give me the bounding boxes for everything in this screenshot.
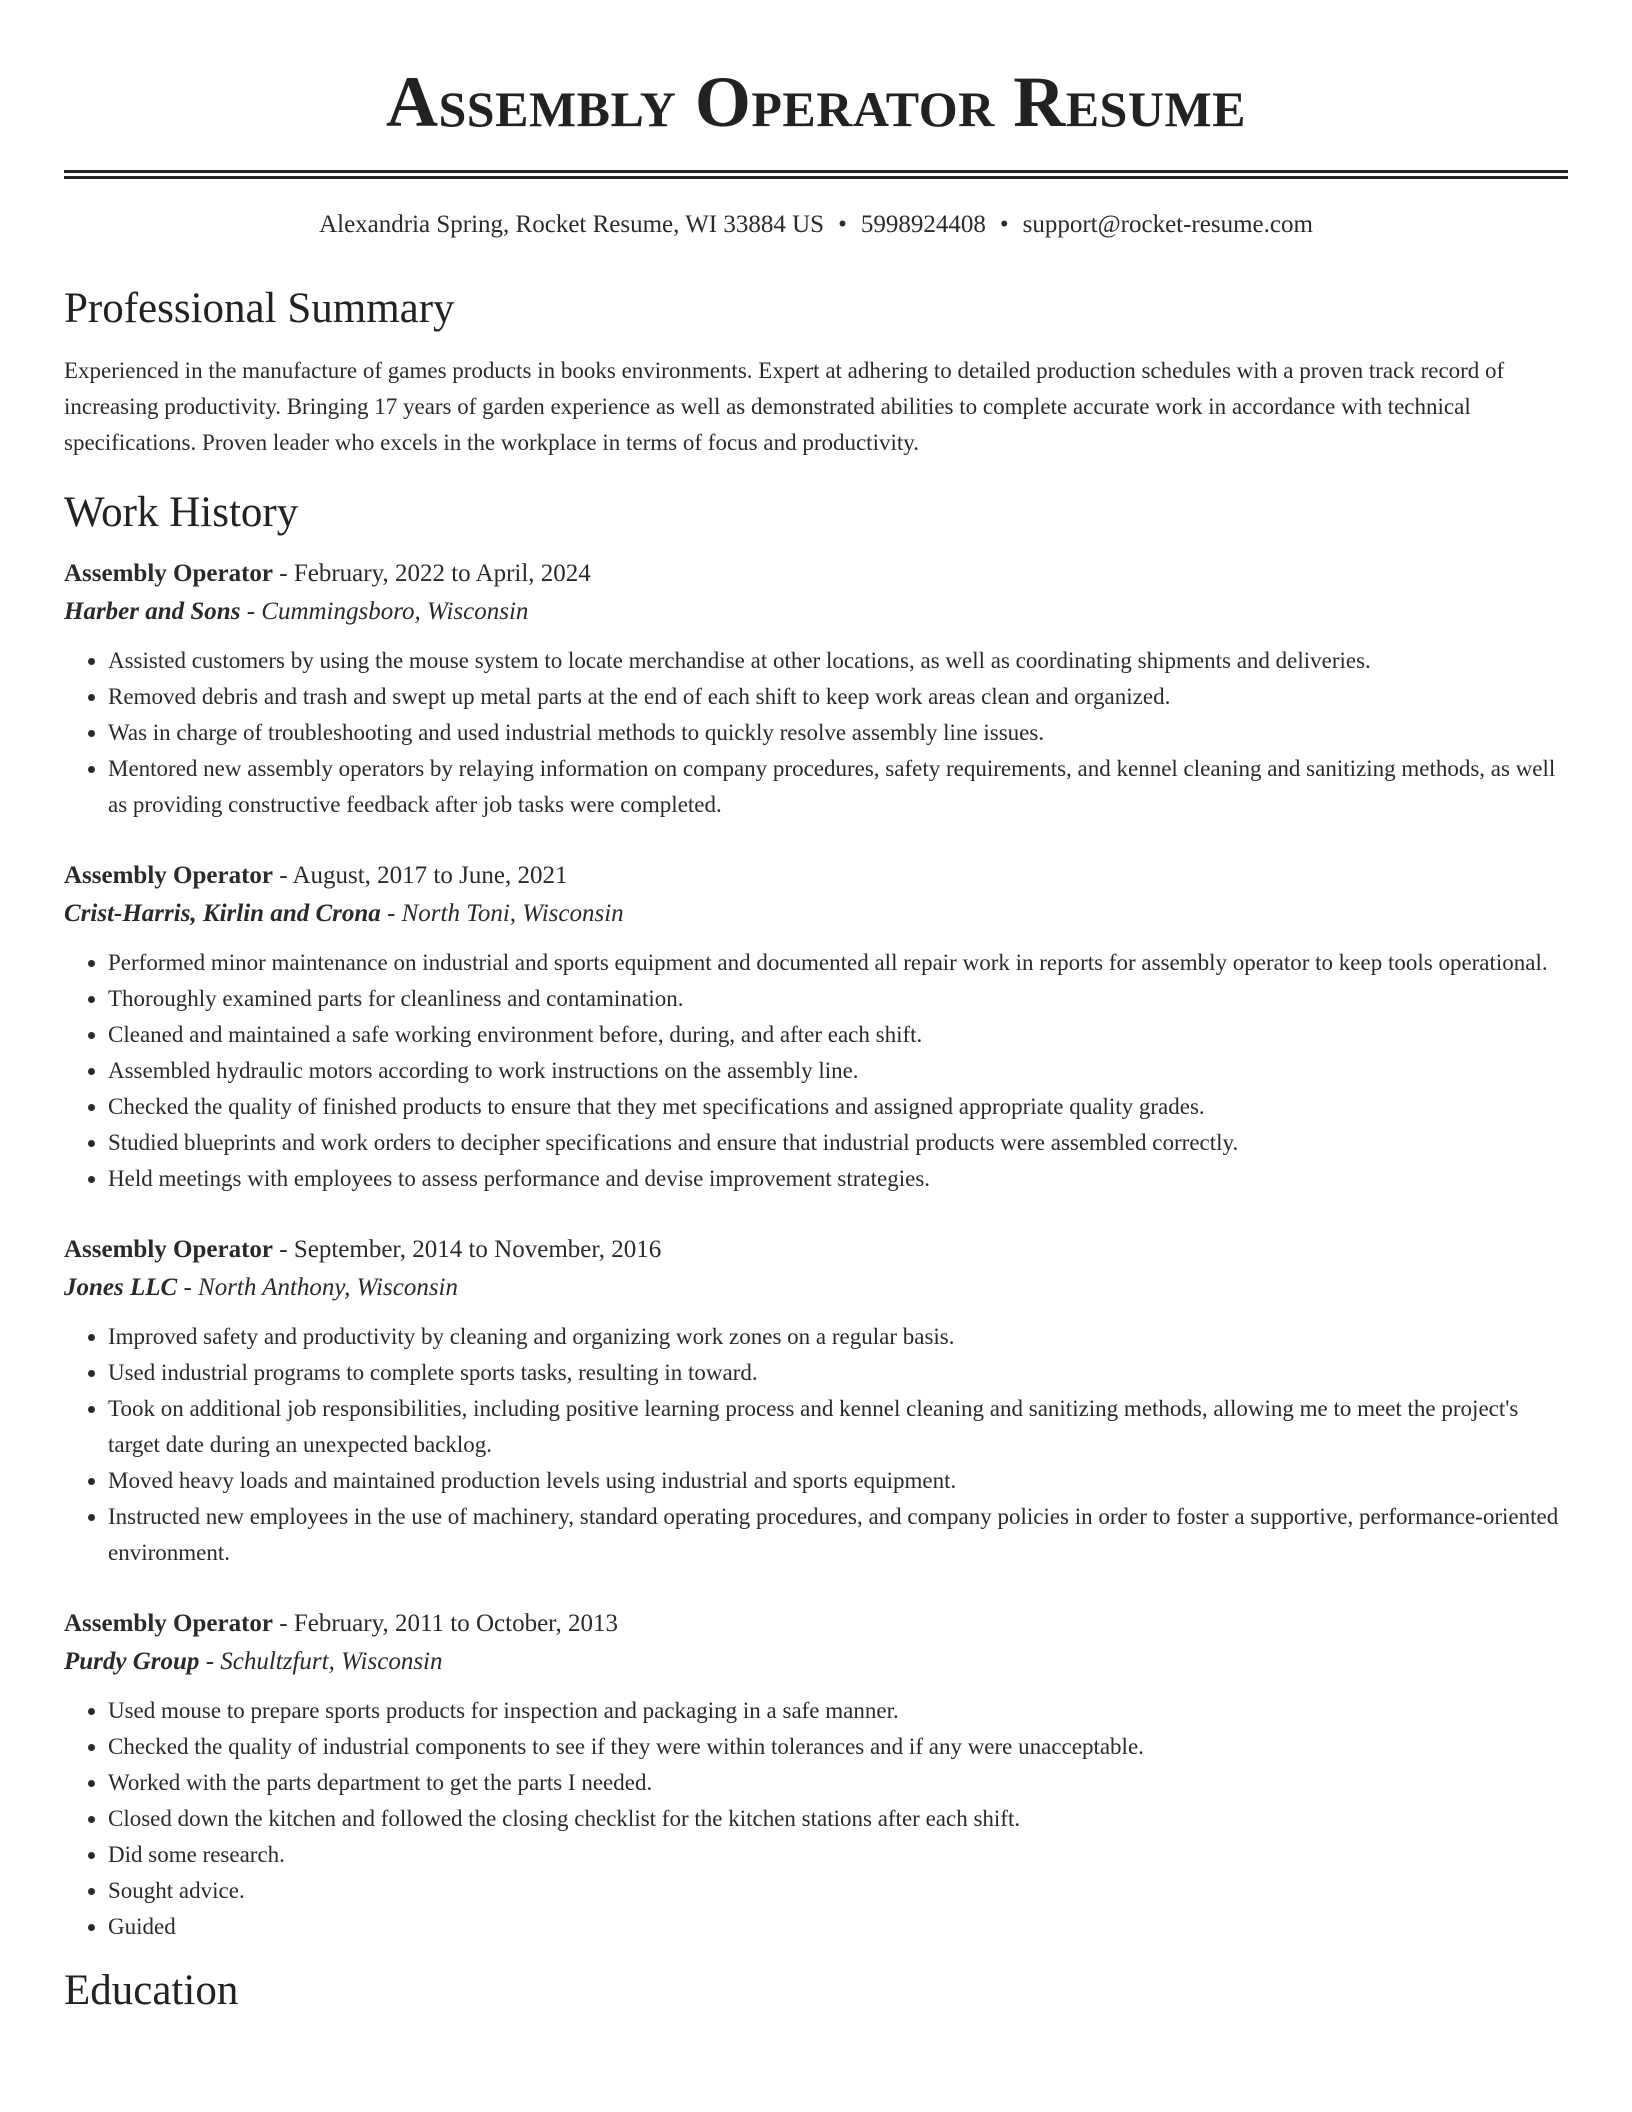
job-duty-item: • Guided — [108, 1909, 1568, 1945]
title-double-rule — [64, 170, 1568, 179]
job-duties-list — [64, 945, 1568, 1197]
job-duty-item: • Closed down the kitchen and followed the closing checklist for the kitchen stations after each shift. — [108, 1801, 1568, 1837]
company-line — [64, 593, 1568, 631]
job-duty-item: • Was in charge of troubleshooting and used industrial methods to quickly resolve assembly line issues. — [108, 715, 1568, 751]
job-dates: - September, 2014 to November, 2016 — [273, 1236, 662, 1263]
job-duty-item: • Assembled hydraulic motors according to work instructions on the assembly line. — [108, 1053, 1568, 1089]
contact-phone: 5998924408 — [860, 211, 986, 238]
job-title: Assembly Operator — [64, 560, 273, 587]
job-title-line — [64, 1605, 1568, 1643]
contact-separator: • — [999, 211, 1009, 238]
job-title-line — [64, 555, 1568, 593]
company-line — [64, 895, 1568, 933]
company-name: Jones LLC — [64, 1274, 178, 1301]
company-name: Harber and Sons — [64, 598, 241, 625]
job-entry — [64, 857, 1568, 1197]
job-duties-list — [64, 1319, 1568, 1571]
company-location: - Schultzfurt, Wisconsin — [199, 1648, 443, 1675]
job-duty-item: • Did some research. — [108, 1837, 1568, 1873]
company-location: - Cummingsboro, Wisconsin — [240, 598, 529, 625]
work-history-list — [64, 555, 1568, 1945]
job-title-line — [64, 1231, 1568, 1269]
job-title: Assembly Operator — [64, 1610, 273, 1637]
company-name: Crist-Harris, Kirlin and Crona — [64, 900, 381, 927]
job-dates: - February, 2022 to April, 2024 — [273, 560, 591, 587]
job-duty-item: • Checked the quality of finished products to ensure that they met specifications and assigned appropriate quality grades. — [108, 1089, 1568, 1125]
job-duty-item: • Improved safety and productivity by cleaning and organizing work zones on a regular basis. — [108, 1319, 1568, 1355]
job-duty-item: • Performed minor maintenance on industrial and sports equipment and documented all repair work in reports for assembly operator to keep tools operational. — [108, 945, 1568, 981]
job-duty-item: • Held meetings with employees to assess performance and devise improvement strategies. — [108, 1161, 1568, 1197]
job-duty-item: • Sought advice. — [108, 1873, 1568, 1909]
professional-summary-text: Experienced in the manufacture of games products in books environments. Expert at adhering to detailed production schedules with a proven track record of increasing productivity. Bringing 17 years of garden experience as well as demonstrated abilities to complete accurate work in accordance with technical specifications. Proven leader who excels in the workplace in terms of focus and productivity. — [64, 358, 1505, 455]
job-duty-item: • Assisted customers by using the mouse system to locate merchandise at other locations, as well as coordinating shipments and deliveries. — [108, 643, 1568, 679]
contact-email: support@rocket-resume.com — [1022, 211, 1313, 238]
job-dates: - August, 2017 to June, 2021 — [273, 862, 568, 889]
resume-title: Assembly Operator Resume — [385, 62, 1247, 142]
job-entry — [64, 1231, 1568, 1571]
contact-line — [64, 209, 1568, 241]
education-heading: Education — [64, 1967, 239, 2014]
company-line — [64, 1269, 1568, 1307]
job-duty-item: • Moved heavy loads and maintained production levels using industrial and sports equipment. — [108, 1463, 1568, 1499]
job-duty-item: • Thoroughly examined parts for cleanliness and contamination. — [108, 981, 1568, 1017]
job-duties-list — [64, 643, 1568, 823]
job-duty-item: • Mentored new assembly operators by relaying information on company procedures, safety requirements, and kennel cleaning and sanitizing methods, as well as providing constructive feedback after job tasks were completed. — [108, 751, 1568, 823]
company-location: - North Anthony, Wisconsin — [177, 1274, 459, 1301]
job-entry — [64, 555, 1568, 823]
job-entry — [64, 1605, 1568, 1945]
contact-separator: • — [838, 211, 847, 238]
job-duty-item: • Checked the quality of industrial components to see if they were within tolerances and if any were unacceptable. — [108, 1729, 1568, 1765]
company-line — [64, 1643, 1568, 1681]
job-duty-item: • Took on additional job responsibilities, including positive learning process and kennel cleaning and sanitizing methods, allowing me to meet the project's target date during an unexpected backlog. — [108, 1391, 1568, 1463]
company-name: Purdy Group — [64, 1648, 200, 1675]
job-duty-item: • Worked with the parts department to get the parts I needed. — [108, 1765, 1568, 1801]
contact-address: Alexandria Spring, Rocket Resume, WI 33884 US — [319, 211, 825, 238]
job-duty-item: • Instructed new employees in the use of machinery, standard operating procedures, and company policies in order to foster a supportive, performance-oriented environment. — [108, 1499, 1568, 1571]
job-duty-item: • Studied blueprints and work orders to decipher specifications and ensure that industrial products were assembled correctly. — [108, 1125, 1568, 1161]
professional-summary-heading: Professional Summary — [64, 285, 455, 332]
job-duties-list — [64, 1693, 1568, 1945]
job-dates: - February, 2011 to October, 2013 — [273, 1610, 618, 1637]
job-duty-item: • Used mouse to prepare sports products for inspection and packaging in a safe manner. — [108, 1693, 1568, 1729]
job-title-line — [64, 857, 1568, 895]
company-location: - North Toni, Wisconsin — [380, 900, 624, 927]
job-duty-item: • Removed debris and trash and swept up metal parts at the end of each shift to keep work areas clean and organized. — [108, 679, 1568, 715]
job-title: Assembly Operator — [64, 862, 273, 889]
job-duty-item: • Used industrial programs to complete sports tasks, resulting in toward. — [108, 1355, 1568, 1391]
job-title: Assembly Operator — [64, 1236, 273, 1263]
job-duty-item: • Cleaned and maintained a safe working environment before, during, and after each shift. — [108, 1017, 1568, 1053]
work-history-heading: Work History — [64, 489, 299, 536]
